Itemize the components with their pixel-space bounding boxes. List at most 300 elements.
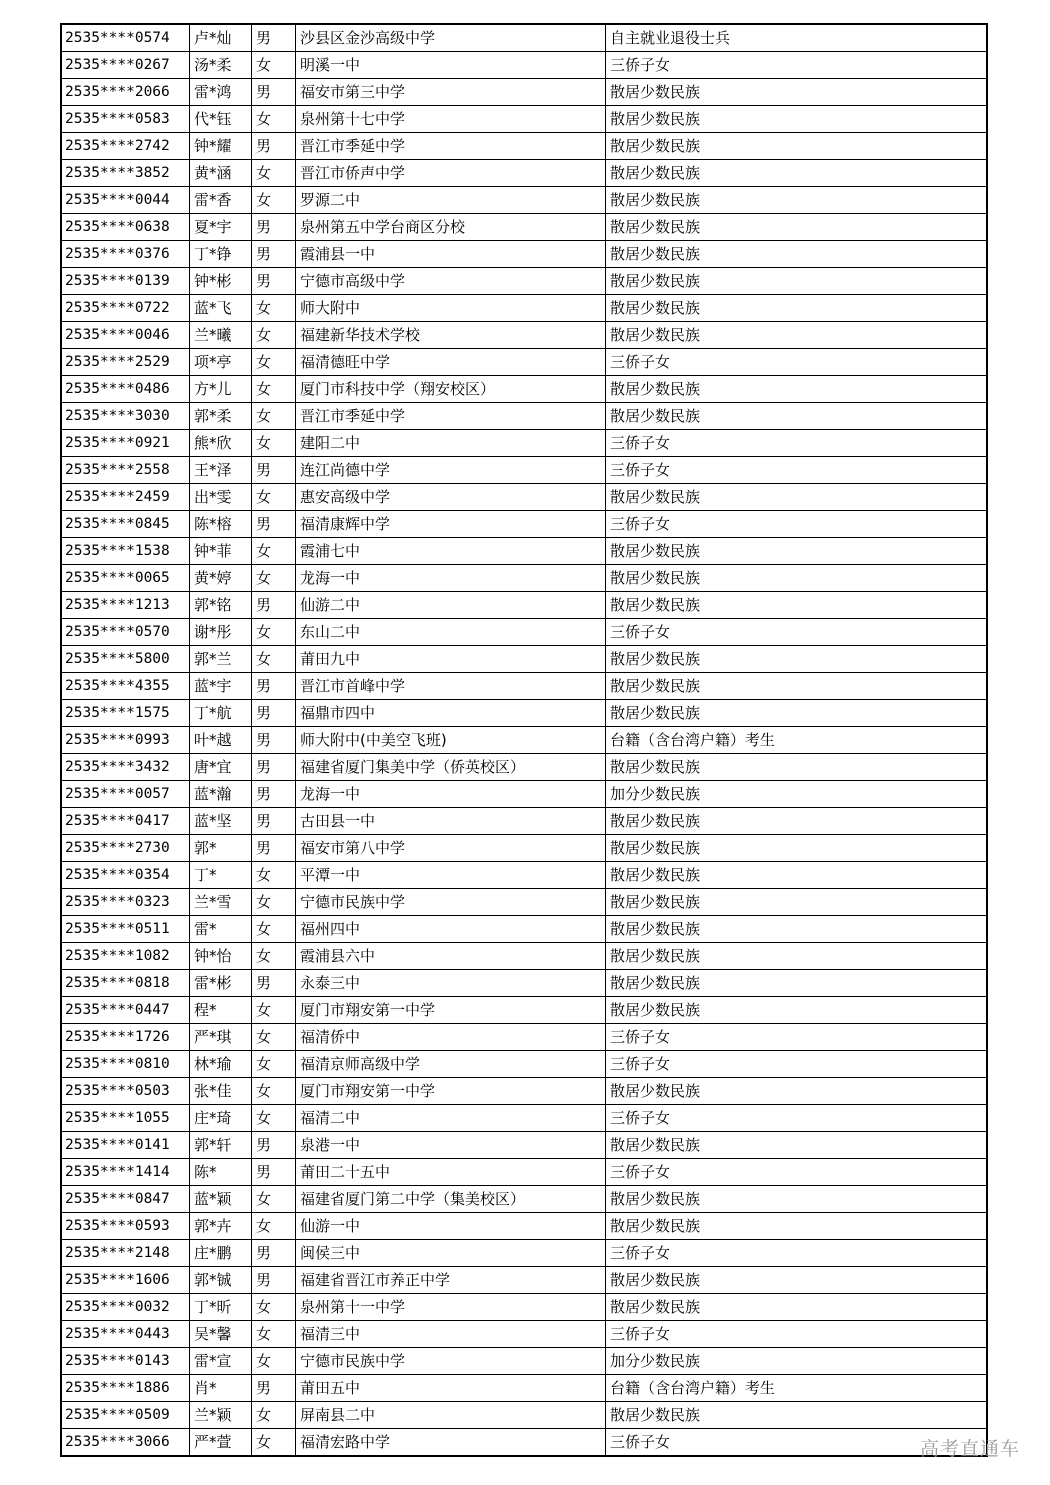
gender-cell: 男 [252, 781, 296, 808]
category-cell: 散居少数民族 [606, 295, 988, 322]
candidate-name-cell: 郭*轩 [190, 1132, 252, 1159]
gender-cell: 男 [252, 1159, 296, 1186]
candidate-id-cell: 2535****0810 [61, 1051, 190, 1078]
candidate-name-cell: 兰*雪 [190, 889, 252, 916]
school-cell: 建阳二中 [296, 430, 606, 457]
category-cell: 三侨子女 [606, 1321, 988, 1348]
candidate-id-cell: 2535****4355 [61, 673, 190, 700]
table-row [61, 1321, 987, 1348]
category-cell: 散居少数民族 [606, 916, 988, 943]
gender-cell: 男 [252, 79, 296, 106]
gender-cell: 女 [252, 997, 296, 1024]
candidate-name-cell: 代*钰 [190, 106, 252, 133]
table-row [61, 484, 987, 511]
category-cell: 散居少数民族 [606, 997, 988, 1024]
candidate-name-cell: 吴*馨 [190, 1321, 252, 1348]
school-cell: 泉港一中 [296, 1132, 606, 1159]
candidate-name-cell: 黄*涵 [190, 160, 252, 187]
gender-cell: 女 [252, 619, 296, 646]
table-row [61, 700, 987, 727]
category-cell: 散居少数民族 [606, 1078, 988, 1105]
candidate-id-cell: 2535****0845 [61, 511, 190, 538]
candidate-name-cell: 肖* [190, 1375, 252, 1402]
school-cell: 福建省厦门第二中学（集美校区） [296, 1186, 606, 1213]
category-cell: 散居少数民族 [606, 646, 988, 673]
table-row [61, 52, 987, 79]
table-row [61, 1429, 987, 1457]
gender-cell: 男 [252, 214, 296, 241]
table-row [61, 943, 987, 970]
category-cell: 散居少数民族 [606, 1213, 988, 1240]
table-row [61, 997, 987, 1024]
candidate-id-cell: 2535****0443 [61, 1321, 190, 1348]
gender-cell: 女 [252, 484, 296, 511]
candidate-name-cell: 雷*香 [190, 187, 252, 214]
candidate-name-cell: 夏*宇 [190, 214, 252, 241]
table-row [61, 970, 987, 997]
candidate-id-cell: 2535****0267 [61, 52, 190, 79]
gender-cell: 女 [252, 376, 296, 403]
gender-cell: 女 [252, 1321, 296, 1348]
category-cell: 散居少数民族 [606, 1132, 988, 1159]
candidate-name-cell: 项*亭 [190, 349, 252, 376]
school-cell: 福清康辉中学 [296, 511, 606, 538]
candidate-name-cell: 兰*颖 [190, 1402, 252, 1429]
table-row [61, 268, 987, 295]
candidate-name-cell: 唐*宜 [190, 754, 252, 781]
school-cell: 仙游一中 [296, 1213, 606, 1240]
gender-cell: 男 [252, 592, 296, 619]
table-row [61, 1159, 987, 1186]
school-cell: 福清德旺中学 [296, 349, 606, 376]
category-cell: 加分少数民族 [606, 1348, 988, 1375]
candidate-id-cell: 2535****1414 [61, 1159, 190, 1186]
candidate-id-cell: 2535****0503 [61, 1078, 190, 1105]
table-row [61, 457, 987, 484]
school-cell: 泉州第五中学台商区分校 [296, 214, 606, 241]
category-cell: 散居少数民族 [606, 187, 988, 214]
candidate-id-cell: 2535****1606 [61, 1267, 190, 1294]
table-row [61, 295, 987, 322]
candidate-id-cell: 2535****0065 [61, 565, 190, 592]
candidate-id-cell: 2535****2066 [61, 79, 190, 106]
school-cell: 罗源二中 [296, 187, 606, 214]
school-cell: 屏南县二中 [296, 1402, 606, 1429]
table-row [61, 160, 987, 187]
school-cell: 莆田九中 [296, 646, 606, 673]
category-cell: 自主就业退役士兵 [606, 24, 988, 52]
candidate-id-cell: 2535****1575 [61, 700, 190, 727]
gender-cell: 女 [252, 1051, 296, 1078]
candidate-name-cell: 陈*榕 [190, 511, 252, 538]
category-cell: 三侨子女 [606, 1429, 988, 1457]
category-cell: 散居少数民族 [606, 214, 988, 241]
category-cell: 台籍（含台湾户籍）考生 [606, 727, 988, 754]
candidate-name-cell: 黄*婷 [190, 565, 252, 592]
school-cell: 厦门市科技中学（翔安校区） [296, 376, 606, 403]
candidate-id-cell: 2535****0722 [61, 295, 190, 322]
gender-cell: 女 [252, 1078, 296, 1105]
gender-cell: 女 [252, 862, 296, 889]
table-row [61, 916, 987, 943]
candidate-name-cell: 雷* [190, 916, 252, 943]
candidate-list-sheet [60, 23, 988, 1457]
school-cell: 惠安高级中学 [296, 484, 606, 511]
candidate-name-cell: 郭*铭 [190, 592, 252, 619]
candidate-id-cell: 2535****0143 [61, 1348, 190, 1375]
gender-cell: 女 [252, 565, 296, 592]
category-cell: 散居少数民族 [606, 1294, 988, 1321]
category-cell: 散居少数民族 [606, 484, 988, 511]
candidate-name-cell: 郭*卉 [190, 1213, 252, 1240]
candidate-id-cell: 2535****1213 [61, 592, 190, 619]
school-cell: 宁德市民族中学 [296, 889, 606, 916]
candidate-id-cell: 2535****2459 [61, 484, 190, 511]
gender-cell: 男 [252, 1375, 296, 1402]
gender-cell: 女 [252, 1213, 296, 1240]
gender-cell: 男 [252, 24, 296, 52]
category-cell: 三侨子女 [606, 1051, 988, 1078]
gender-cell: 男 [252, 700, 296, 727]
category-cell: 散居少数民族 [606, 565, 988, 592]
candidate-name-cell: 钟*菲 [190, 538, 252, 565]
category-cell: 散居少数民族 [606, 376, 988, 403]
table-row [61, 727, 987, 754]
table-row [61, 565, 987, 592]
candidate-name-cell: 严*萱 [190, 1429, 252, 1457]
gender-cell: 男 [252, 1240, 296, 1267]
category-cell: 三侨子女 [606, 52, 988, 79]
table-row [61, 1240, 987, 1267]
category-cell: 散居少数民族 [606, 322, 988, 349]
school-cell: 福鼎市四中 [296, 700, 606, 727]
category-cell: 三侨子女 [606, 457, 988, 484]
school-cell: 福清京师高级中学 [296, 1051, 606, 1078]
gender-cell: 男 [252, 1267, 296, 1294]
category-cell: 散居少数民族 [606, 835, 988, 862]
school-cell: 东山二中 [296, 619, 606, 646]
candidate-name-cell: 方*儿 [190, 376, 252, 403]
gender-cell: 女 [252, 1429, 296, 1457]
candidate-id-cell: 2535****0032 [61, 1294, 190, 1321]
school-cell: 永泰三中 [296, 970, 606, 997]
candidate-name-cell: 蓝*颖 [190, 1186, 252, 1213]
candidate-id-cell: 2535****0638 [61, 214, 190, 241]
gender-cell: 女 [252, 1348, 296, 1375]
candidate-name-cell: 钟*耀 [190, 133, 252, 160]
candidate-name-cell: 丁*铮 [190, 241, 252, 268]
candidate-id-cell: 2535****3852 [61, 160, 190, 187]
table-row [61, 673, 987, 700]
table-row [61, 1105, 987, 1132]
school-cell: 福清二中 [296, 1105, 606, 1132]
gender-cell: 男 [252, 673, 296, 700]
school-cell: 师大附中(中美空飞班) [296, 727, 606, 754]
category-cell: 散居少数民族 [606, 538, 988, 565]
candidate-table-body [61, 24, 987, 1456]
school-cell: 霞浦县六中 [296, 943, 606, 970]
category-cell: 三侨子女 [606, 1159, 988, 1186]
table-row [61, 1186, 987, 1213]
school-cell: 龙海一中 [296, 565, 606, 592]
table-row [61, 511, 987, 538]
candidate-id-cell: 2535****0847 [61, 1186, 190, 1213]
gender-cell: 女 [252, 322, 296, 349]
school-cell: 晋江市首峰中学 [296, 673, 606, 700]
gender-cell: 男 [252, 808, 296, 835]
gender-cell: 男 [252, 457, 296, 484]
school-cell: 福清侨中 [296, 1024, 606, 1051]
category-cell: 台籍（含台湾户籍）考生 [606, 1375, 988, 1402]
table-row [61, 808, 987, 835]
category-cell: 散居少数民族 [606, 241, 988, 268]
school-cell: 连江尚德中学 [296, 457, 606, 484]
gender-cell: 女 [252, 52, 296, 79]
category-cell: 散居少数民族 [606, 889, 988, 916]
candidate-name-cell: 钟*怡 [190, 943, 252, 970]
school-cell: 宁德市高级中学 [296, 268, 606, 295]
gender-cell: 女 [252, 430, 296, 457]
gender-cell: 男 [252, 970, 296, 997]
candidate-id-cell: 2535****0447 [61, 997, 190, 1024]
category-cell: 散居少数民族 [606, 808, 988, 835]
school-cell: 晋江市侨声中学 [296, 160, 606, 187]
school-cell: 仙游二中 [296, 592, 606, 619]
table-row [61, 1213, 987, 1240]
candidate-name-cell: 庄*琦 [190, 1105, 252, 1132]
school-cell: 晋江市季延中学 [296, 403, 606, 430]
gender-cell: 女 [252, 349, 296, 376]
table-row [61, 430, 987, 457]
gender-cell: 男 [252, 835, 296, 862]
gender-cell: 女 [252, 943, 296, 970]
candidate-id-cell: 2535****0993 [61, 727, 190, 754]
category-cell: 散居少数民族 [606, 133, 988, 160]
category-cell: 加分少数民族 [606, 781, 988, 808]
candidate-name-cell: 王*泽 [190, 457, 252, 484]
table-row [61, 1348, 987, 1375]
candidate-id-cell: 2535****3030 [61, 403, 190, 430]
candidate-name-cell: 雷*宣 [190, 1348, 252, 1375]
gender-cell: 男 [252, 268, 296, 295]
candidate-id-cell: 2535****0057 [61, 781, 190, 808]
category-cell: 三侨子女 [606, 619, 988, 646]
candidate-id-cell: 2535****0818 [61, 970, 190, 997]
candidate-name-cell: 郭*铖 [190, 1267, 252, 1294]
table-row [61, 754, 987, 781]
category-cell: 散居少数民族 [606, 106, 988, 133]
category-cell: 三侨子女 [606, 511, 988, 538]
candidate-name-cell: 蓝*宇 [190, 673, 252, 700]
school-cell: 泉州第十一中学 [296, 1294, 606, 1321]
school-cell: 福建新华技术学校 [296, 322, 606, 349]
category-cell: 散居少数民族 [606, 970, 988, 997]
candidate-id-cell: 2535****2148 [61, 1240, 190, 1267]
category-cell: 散居少数民族 [606, 1186, 988, 1213]
category-cell: 散居少数民族 [606, 673, 988, 700]
candidate-id-cell: 2535****0354 [61, 862, 190, 889]
table-row [61, 619, 987, 646]
candidate-id-cell: 2535****2529 [61, 349, 190, 376]
gender-cell: 女 [252, 1105, 296, 1132]
table-row [61, 1294, 987, 1321]
school-cell: 沙县区金沙高级中学 [296, 24, 606, 52]
table-row [61, 187, 987, 214]
gender-cell: 男 [252, 727, 296, 754]
candidate-name-cell: 出*雯 [190, 484, 252, 511]
candidate-id-cell: 2535****0574 [61, 24, 190, 52]
candidate-id-cell: 2535****2742 [61, 133, 190, 160]
candidate-id-cell: 2535****0046 [61, 322, 190, 349]
candidate-id-cell: 2535****5800 [61, 646, 190, 673]
candidate-name-cell: 郭*柔 [190, 403, 252, 430]
candidate-name-cell: 雷*鸿 [190, 79, 252, 106]
gender-cell: 女 [252, 1024, 296, 1051]
candidate-id-cell: 2535****1538 [61, 538, 190, 565]
gender-cell: 女 [252, 646, 296, 673]
candidate-id-cell: 2535****0921 [61, 430, 190, 457]
candidate-name-cell: 熊*欣 [190, 430, 252, 457]
gender-cell: 女 [252, 1186, 296, 1213]
school-cell: 厦门市翔安第一中学 [296, 997, 606, 1024]
gender-cell: 男 [252, 241, 296, 268]
candidate-name-cell: 兰*曦 [190, 322, 252, 349]
table-row [61, 1132, 987, 1159]
school-cell: 闽侯三中 [296, 1240, 606, 1267]
candidate-id-cell: 2535****0323 [61, 889, 190, 916]
table-row [61, 781, 987, 808]
table-row [61, 214, 987, 241]
school-cell: 福安市第三中学 [296, 79, 606, 106]
category-cell: 散居少数民族 [606, 700, 988, 727]
gender-cell: 男 [252, 511, 296, 538]
gender-cell: 女 [252, 160, 296, 187]
candidate-id-cell: 2535****0583 [61, 106, 190, 133]
category-cell: 散居少数民族 [606, 1267, 988, 1294]
table-row [61, 538, 987, 565]
candidate-name-cell: 丁*昕 [190, 1294, 252, 1321]
school-cell: 宁德市民族中学 [296, 1348, 606, 1375]
candidate-name-cell: 蓝*飞 [190, 295, 252, 322]
candidate-id-cell: 2535****0570 [61, 619, 190, 646]
school-cell: 莆田二十五中 [296, 1159, 606, 1186]
table-row [61, 862, 987, 889]
table-row [61, 24, 987, 52]
candidate-id-cell: 2535****3066 [61, 1429, 190, 1457]
candidate-name-cell: 郭* [190, 835, 252, 862]
school-cell: 福建省厦门集美中学（侨英校区） [296, 754, 606, 781]
category-cell: 三侨子女 [606, 1240, 988, 1267]
category-cell: 三侨子女 [606, 1105, 988, 1132]
school-cell: 古田县一中 [296, 808, 606, 835]
school-cell: 福州四中 [296, 916, 606, 943]
category-cell: 散居少数民族 [606, 160, 988, 187]
school-cell: 平潭一中 [296, 862, 606, 889]
table-row [61, 349, 987, 376]
table-row [61, 241, 987, 268]
table-row [61, 1078, 987, 1105]
category-cell: 散居少数民族 [606, 862, 988, 889]
table-row [61, 403, 987, 430]
category-cell: 散居少数民族 [606, 754, 988, 781]
table-row [61, 106, 987, 133]
table-row [61, 376, 987, 403]
gender-cell: 女 [252, 106, 296, 133]
candidate-name-cell: 程* [190, 997, 252, 1024]
candidate-id-cell: 2535****0511 [61, 916, 190, 943]
table-row [61, 322, 987, 349]
school-cell: 明溪一中 [296, 52, 606, 79]
gender-cell: 女 [252, 403, 296, 430]
table-row [61, 1375, 987, 1402]
candidate-id-cell: 2535****1886 [61, 1375, 190, 1402]
gender-cell: 男 [252, 754, 296, 781]
category-cell: 散居少数民族 [606, 1402, 988, 1429]
candidate-name-cell: 严*琪 [190, 1024, 252, 1051]
category-cell: 散居少数民族 [606, 79, 988, 106]
candidate-id-cell: 2535****1082 [61, 943, 190, 970]
table-row [61, 133, 987, 160]
candidate-id-cell: 2535****1726 [61, 1024, 190, 1051]
table-row [61, 1051, 987, 1078]
gender-cell: 女 [252, 295, 296, 322]
table-row [61, 79, 987, 106]
candidate-id-cell: 2535****0044 [61, 187, 190, 214]
candidate-id-cell: 2535****0139 [61, 268, 190, 295]
school-cell: 莆田五中 [296, 1375, 606, 1402]
candidate-id-cell: 2535****0141 [61, 1132, 190, 1159]
category-cell: 三侨子女 [606, 349, 988, 376]
gender-cell: 男 [252, 133, 296, 160]
school-cell: 福安市第八中学 [296, 835, 606, 862]
table-row [61, 835, 987, 862]
gender-cell: 女 [252, 1402, 296, 1429]
candidate-id-cell: 2535****0417 [61, 808, 190, 835]
candidate-id-cell: 2535****2730 [61, 835, 190, 862]
candidate-name-cell: 蓝*坚 [190, 808, 252, 835]
candidate-name-cell: 陈* [190, 1159, 252, 1186]
table-row [61, 1402, 987, 1429]
candidate-id-cell: 2535****2558 [61, 457, 190, 484]
school-cell: 龙海一中 [296, 781, 606, 808]
school-cell: 厦门市翔安第一中学 [296, 1078, 606, 1105]
candidate-id-cell: 2535****0376 [61, 241, 190, 268]
watermark: 高考直通车 [919, 1438, 1020, 1460]
candidate-name-cell: 张*佳 [190, 1078, 252, 1105]
candidate-name-cell: 叶*越 [190, 727, 252, 754]
school-cell: 晋江市季延中学 [296, 133, 606, 160]
candidate-id-cell: 2535****0593 [61, 1213, 190, 1240]
candidate-name-cell: 丁* [190, 862, 252, 889]
category-cell: 散居少数民族 [606, 592, 988, 619]
table-row [61, 889, 987, 916]
candidate-id-cell: 2535****0509 [61, 1402, 190, 1429]
candidate-name-cell: 庄*鹏 [190, 1240, 252, 1267]
table-row [61, 592, 987, 619]
school-cell: 福建省晋江市养正中学 [296, 1267, 606, 1294]
gender-cell: 女 [252, 916, 296, 943]
gender-cell: 男 [252, 1132, 296, 1159]
candidate-id-cell: 2535****3432 [61, 754, 190, 781]
table-row [61, 646, 987, 673]
candidate-name-cell: 雷*彬 [190, 970, 252, 997]
school-cell: 霞浦县一中 [296, 241, 606, 268]
candidate-name-cell: 汤*柔 [190, 52, 252, 79]
school-cell: 师大附中 [296, 295, 606, 322]
table-row [61, 1267, 987, 1294]
school-cell: 福清三中 [296, 1321, 606, 1348]
category-cell: 三侨子女 [606, 1024, 988, 1051]
